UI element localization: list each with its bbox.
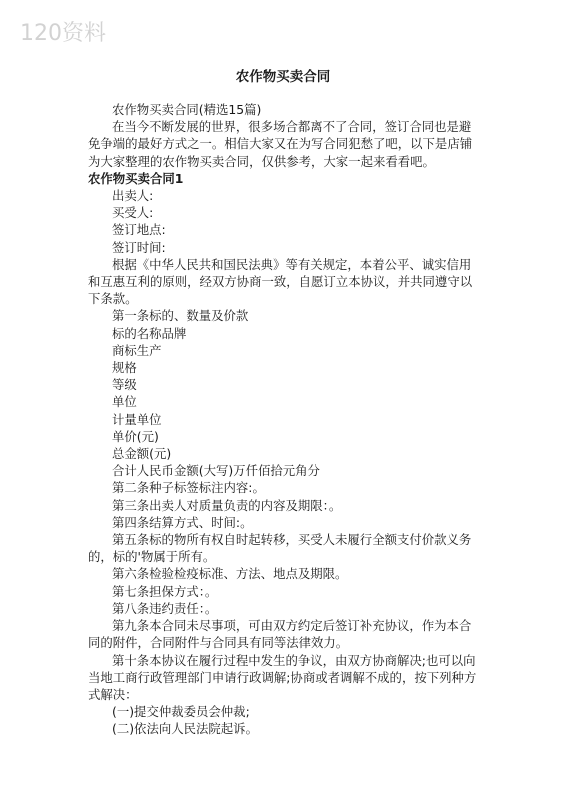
- paragraph: 单价(元): [112, 428, 159, 444]
- paragraph: 出卖人:: [112, 188, 154, 204]
- paragraph: 标的名称品牌: [112, 325, 187, 341]
- watermark-logo: 120资料: [20, 21, 106, 46]
- paragraph: 合计人民币金额(大写)万仟佰拾元角分: [112, 463, 320, 479]
- paragraph: 计量单位: [112, 411, 162, 427]
- paragraph: 第七条担保方式：。: [112, 583, 218, 599]
- paragraph: 规格: [112, 360, 137, 376]
- paragraph: 第九条本合同未尽事项，可由双方约定后签订补充协议，作为本合同的附件，合同附件与合同具有同等法律效力。: [88, 618, 472, 651]
- paragraph: 等级: [112, 377, 137, 393]
- paragraph: 签订地点:: [112, 222, 166, 238]
- document-title: 农作物买卖合同: [235, 69, 331, 85]
- paragraph: 第八条违约责任：。: [112, 600, 218, 616]
- paragraph: (一)提交仲裁委员会仲裁;: [112, 704, 250, 720]
- paragraph: 第六条检验检疫标准、方法、地点及期限。: [112, 566, 348, 582]
- paragraph: 单位: [112, 394, 137, 410]
- paragraph: 买受人:: [112, 205, 154, 221]
- paragraph: 第三条出卖人对质量负责的内容及期限：。: [112, 497, 342, 513]
- paragraph: (二)依法向人民法院起诉。: [112, 721, 258, 737]
- paragraph: 商标生产: [112, 342, 162, 358]
- paragraph: 在当今不断发展的世界，很多场合都离不了合同，签订合同也是避免争端的最好方式之一。相信大家又在为写合同犯愁了吧，以下是店铺为大家整理的农作物买卖合同，仅供参考，大家一起来看看吧。: [88, 119, 473, 169]
- paragraph: 第一条标的、数量及价款: [112, 308, 249, 324]
- paragraph: 总金额(元): [112, 446, 172, 462]
- paragraph: 第四条结算方式、时间:。: [112, 514, 253, 530]
- paragraph: 签订时间:: [112, 239, 166, 255]
- paragraph: 第二条种子标签标注内容:。: [112, 480, 265, 496]
- paragraph: 第五条标的物所有权自时起转移，买受人未履行全额支付价款义务的，标的'物属于所有。: [88, 532, 472, 565]
- paragraph: 根据《中华人民共和国民法典》等有关规定，本着公平、诚实信用和互惠互利的原则，经双方协商一致，自愿订立本协议，并共同遵守以下条款。: [88, 256, 473, 307]
- document-body: [88, 68, 478, 738]
- section-heading: 农作物买卖合同1: [88, 170, 184, 186]
- paragraph-list: [88, 101, 478, 738]
- paragraph: 第十条本协议在履行过程中发生的争议，由双方协商解决;也可以向当地工商行政管理部门申请行政调解;协商或者调解不成的，按下列种方式解决：: [88, 652, 477, 702]
- paragraph: 农作物买卖合同(精选15篇): [112, 102, 262, 117]
